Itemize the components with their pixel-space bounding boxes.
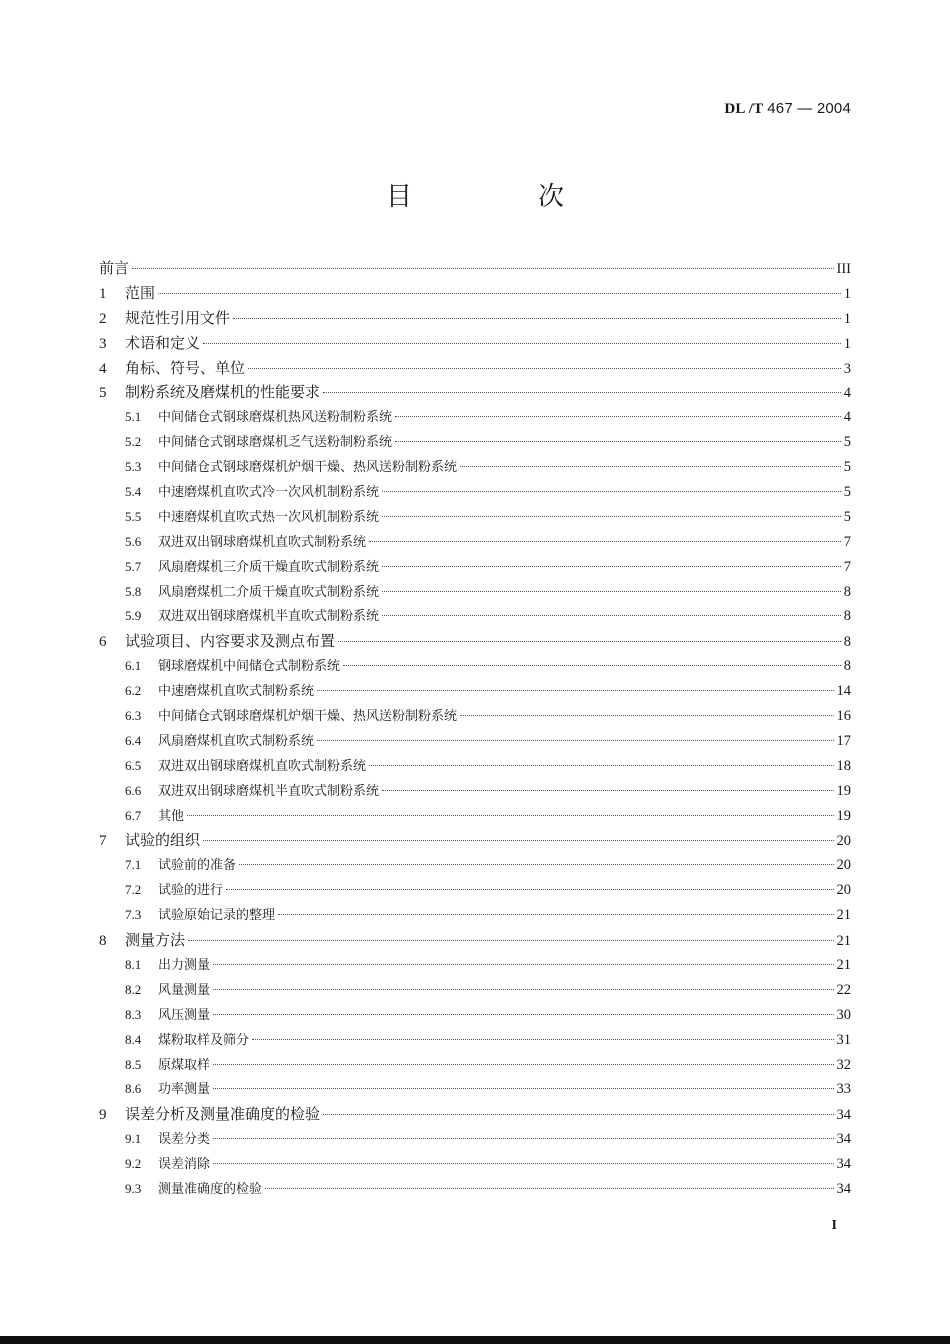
toc-entry-page: 8 <box>843 658 851 675</box>
toc-leader-dots <box>188 940 833 941</box>
toc-leader-dots <box>369 541 841 542</box>
toc-entry-number: 6.5 <box>125 757 142 773</box>
toc-leader-dots <box>233 318 841 319</box>
toc-entry-number: 8.6 <box>125 1081 142 1097</box>
toc-entry-number: 6 <box>99 634 107 651</box>
toc-entry[interactable] <box>99 1128 851 1153</box>
toc-entry-number: 6.2 <box>125 683 142 699</box>
toc-entry-label: 试验项目、内容要求及测点布置 <box>125 632 336 651</box>
toc-entry[interactable] <box>99 929 851 954</box>
toc-entry-page: 19 <box>836 807 851 824</box>
toc-entry-page: 34 <box>836 1156 851 1173</box>
toc-entry-number: 5.6 <box>125 533 142 549</box>
toc-entry-number: 6.7 <box>125 807 142 823</box>
toc-entry-page: 30 <box>836 1006 851 1023</box>
toc-entry-number: 1 <box>99 285 107 302</box>
toc-entry[interactable] <box>99 1029 851 1054</box>
toc-entry-page: 34 <box>836 1107 851 1124</box>
toc-entry-page: 4 <box>843 385 851 402</box>
toc-entry-page: 17 <box>836 732 851 749</box>
toc-entry[interactable] <box>99 755 851 780</box>
toc-entry[interactable] <box>99 257 851 282</box>
toc-entry[interactable] <box>99 506 851 531</box>
toc-leader-dots <box>460 715 833 716</box>
toc-entry[interactable] <box>99 854 851 879</box>
toc-entry-page: 20 <box>836 833 851 850</box>
toc-entry[interactable] <box>99 556 851 581</box>
toc-entry-number: 8.1 <box>125 956 142 972</box>
toc-leader-dots <box>460 466 841 467</box>
toc-entry-label: 双进双出钢球磨煤机直吹式制粉系统 <box>158 534 367 550</box>
toc-entry-page: 4 <box>843 409 851 426</box>
toc-entry-label: 中速磨煤机直吹式制粉系统 <box>158 684 315 700</box>
toc-entry-number: 9.2 <box>125 1156 142 1172</box>
toc-entry-page: 20 <box>836 882 851 899</box>
toc-entry-label: 中间储仓式钢球磨煤机乏气送粉制粉系统 <box>158 435 393 451</box>
toc-entry-number: 5.9 <box>125 608 142 624</box>
toc-entry-number: 6.6 <box>125 782 142 798</box>
toc-entry-label: 双进双出钢球磨煤机直吹式制粉系统 <box>158 758 367 774</box>
toc-entry-label: 规范性引用文件 <box>125 308 231 327</box>
toc-leader-dots <box>213 989 833 990</box>
toc-entry-label: 试验前的准备 <box>158 858 237 874</box>
toc-entry-page: 14 <box>836 683 851 700</box>
toc-entry-number: 5.1 <box>125 409 142 425</box>
toc-entry-label: 前言 <box>99 259 130 277</box>
toc-leader-dots <box>213 1163 833 1164</box>
toc-leader-dots <box>158 293 841 294</box>
toc-entry-label: 中间储仓式钢球磨煤机热风送粉制粉系统 <box>158 410 393 426</box>
toc-entry[interactable] <box>99 605 851 630</box>
toc-entry-number: 8.3 <box>125 1006 142 1022</box>
toc-entry-number: 8.2 <box>125 981 142 997</box>
bottom-border <box>0 1336 950 1344</box>
toc-leader-dots <box>343 665 841 666</box>
toc-entry-number: 6.1 <box>125 658 142 674</box>
toc-entry-page: 21 <box>836 907 851 924</box>
toc-entry[interactable] <box>99 282 851 307</box>
toc-entry-page: 32 <box>836 1056 851 1073</box>
toc-entry-number: 6.3 <box>125 708 142 724</box>
toc-leader-dots <box>338 641 841 642</box>
toc-leader-dots <box>213 1064 833 1065</box>
toc-entry-page: 1 <box>843 285 851 302</box>
toc-entry-page: 33 <box>836 1081 851 1098</box>
toc-entry-number: 7.1 <box>125 857 142 873</box>
toc-entry-label: 其他 <box>158 808 185 824</box>
toc-entry-page: 31 <box>836 1031 851 1048</box>
toc-entry-label: 双进双出钢球磨煤机半直吹式制粉系统 <box>158 783 380 799</box>
toc-leader-dots <box>317 740 833 741</box>
toc-entry-page: 16 <box>836 708 851 725</box>
toc-entry-label: 煤粉取样及筛分 <box>158 1032 250 1048</box>
toc-entry-page: 21 <box>836 956 851 973</box>
toc-entry-label: 功率测量 <box>158 1082 211 1098</box>
toc-leader-dots <box>382 516 841 517</box>
toc-entry[interactable] <box>99 730 851 755</box>
toc-entry-number: 5.2 <box>125 434 142 450</box>
toc-leader-dots <box>382 615 841 616</box>
toc-entry-label: 风量测量 <box>158 982 211 998</box>
toc-entry-label: 钢球磨煤机中间储仓式制粉系统 <box>158 659 341 675</box>
toc-entry-number: 5.5 <box>125 508 142 524</box>
footer-page-number: I <box>831 1218 837 1233</box>
toc-entry-label: 测量方法 <box>125 931 186 950</box>
toc-entry-label: 角标、符号、单位 <box>125 358 246 377</box>
toc-leader-dots <box>382 790 833 791</box>
toc-entry-label: 误差消除 <box>158 1157 211 1173</box>
toc-entry[interactable] <box>99 531 851 556</box>
toc-entry[interactable] <box>99 406 851 431</box>
toc-entry-number: 4 <box>99 360 107 377</box>
toc-entry[interactable] <box>99 680 851 705</box>
toc-leader-dots <box>226 889 833 890</box>
toc-entry-label: 术语和定义 <box>125 333 201 352</box>
toc-entry-number: 3 <box>99 335 107 352</box>
toc-entry[interactable] <box>99 1004 851 1029</box>
toc-entry-number: 7.2 <box>125 882 142 898</box>
toc-leader-dots <box>278 914 833 915</box>
toc-entry-number: 7 <box>99 833 107 850</box>
toc-entry-number: 2 <box>99 310 107 327</box>
toc-entry[interactable] <box>99 1153 851 1178</box>
toc-leader-dots <box>213 1014 833 1015</box>
toc-leader-dots <box>382 491 841 492</box>
toc-entry-page: 5 <box>843 434 851 451</box>
toc-entry-number: 8 <box>99 933 107 950</box>
toc-leader-dots <box>203 840 833 841</box>
toc-entry-number: 5.8 <box>125 583 142 599</box>
standard-number: 467 — 2004 <box>767 100 851 117</box>
toc-entry[interactable] <box>99 357 851 382</box>
toc-entry-page: 1 <box>843 335 851 352</box>
toc-entry[interactable] <box>99 1078 851 1103</box>
toc-entry-page: 18 <box>836 757 851 774</box>
toc-entry-page: 34 <box>836 1131 851 1148</box>
toc-leader-dots <box>213 1088 833 1089</box>
toc-entry-page: 3 <box>843 360 851 377</box>
toc-leader-dots <box>369 765 833 766</box>
toc-entry[interactable] <box>99 1178 851 1203</box>
toc-entry-page: 5 <box>843 459 851 476</box>
toc-leader-dots <box>252 1039 833 1040</box>
toc-leader-dots <box>213 964 833 965</box>
toc-entry-number: 5.4 <box>125 484 142 500</box>
toc-entry[interactable] <box>99 705 851 730</box>
toc-entry-label: 出力测量 <box>158 957 211 973</box>
toc-leader-dots <box>382 566 841 567</box>
toc-entry-page: 34 <box>836 1180 851 1197</box>
toc-entry-label: 测量准确度的检验 <box>158 1181 263 1197</box>
toc-entry-number: 5.3 <box>125 459 142 475</box>
toc-entry-label: 误差分析及测量准确度的检验 <box>125 1105 321 1124</box>
toc-entry[interactable] <box>99 332 851 357</box>
toc-entry[interactable] <box>99 979 851 1004</box>
toc-entry[interactable] <box>99 1054 851 1079</box>
toc-entry-page: 8 <box>843 583 851 600</box>
toc-leader-dots <box>395 441 841 442</box>
toc-entry[interactable] <box>99 456 851 481</box>
toc-entry-label: 双进双出钢球磨煤机半直吹式制粉系统 <box>158 609 380 625</box>
toc-entry-label: 风扇磨煤机直吹式制粉系统 <box>158 733 315 749</box>
toc-entry[interactable] <box>99 904 851 929</box>
toc-entry[interactable] <box>99 829 851 854</box>
toc-entry-label: 试验原始记录的整理 <box>158 908 276 924</box>
toc-entry-page: 8 <box>843 634 851 651</box>
toc-entry[interactable] <box>99 581 851 606</box>
toc-leader-dots <box>323 1114 833 1115</box>
toc-entry[interactable] <box>99 481 851 506</box>
standard-prefix: DL /T <box>724 101 764 117</box>
toc-entry-label: 风扇磨煤机三介质干燥直吹式制粉系统 <box>158 559 380 575</box>
toc-leader-dots <box>187 815 833 816</box>
table-of-contents <box>99 257 851 1203</box>
toc-leader-dots <box>382 591 841 592</box>
toc-entry-label: 范围 <box>125 283 156 302</box>
toc-entry-number: 6.4 <box>125 732 142 748</box>
toc-entry-page: 7 <box>843 558 851 575</box>
toc-entry-page: 22 <box>836 981 851 998</box>
toc-entry-number: 9.3 <box>125 1180 142 1196</box>
toc-entry-label: 误差分类 <box>158 1132 211 1148</box>
toc-leader-dots <box>239 864 833 865</box>
toc-entry-number: 5.7 <box>125 558 142 574</box>
toc-leader-dots <box>323 392 841 393</box>
toc-entry[interactable] <box>99 780 851 805</box>
toc-leader-dots <box>213 1138 833 1139</box>
toc-entry-label: 中速磨煤机直吹式热一次风机制粉系统 <box>158 509 380 525</box>
toc-entry-label: 中速磨煤机直吹式冷一次风机制粉系统 <box>158 485 380 501</box>
toc-entry-label: 制粉系统及磨煤机的性能要求 <box>125 383 321 402</box>
toc-entry-page: 5 <box>843 508 851 525</box>
toc-leader-dots <box>203 343 841 344</box>
toc-entry-label: 试验的进行 <box>158 883 224 899</box>
toc-leader-dots <box>317 690 833 691</box>
toc-entry-page: 21 <box>836 933 851 950</box>
toc-entry-label: 中间储仓式钢球磨煤机炉烟干燥、热风送粉制粉系统 <box>158 709 458 725</box>
toc-entry-number: 9.1 <box>125 1131 142 1147</box>
toc-entry[interactable] <box>99 655 851 680</box>
toc-entry-page: 7 <box>843 533 851 550</box>
toc-entry-page: 8 <box>843 608 851 625</box>
toc-entry-label: 风扇磨煤机二介质干燥直吹式制粉系统 <box>158 584 380 600</box>
toc-entry-number: 9 <box>99 1107 107 1124</box>
toc-entry-label: 风压测量 <box>158 1007 211 1023</box>
toc-entry[interactable] <box>99 381 851 406</box>
toc-entry-page: 1 <box>843 310 851 327</box>
page-title: 目 次 <box>385 182 614 212</box>
toc-entry-page: 5 <box>843 484 851 501</box>
toc-entry-label: 中间储仓式钢球磨煤机炉烟干燥、热风送粉制粉系统 <box>158 460 458 476</box>
toc-entry[interactable] <box>99 431 851 456</box>
toc-entry-number: 8.5 <box>125 1056 142 1072</box>
standard-code <box>724 100 851 118</box>
toc-entry-number: 8.4 <box>125 1031 142 1047</box>
toc-leader-dots <box>265 1188 833 1189</box>
toc-leader-dots <box>395 416 841 417</box>
toc-entry-page: 19 <box>836 782 851 799</box>
toc-entry[interactable] <box>99 630 851 655</box>
toc-entry[interactable] <box>99 954 851 979</box>
toc-entry-number: 7.3 <box>125 907 142 923</box>
toc-entry-page: III <box>836 261 851 277</box>
toc-entry-label: 试验的组织 <box>125 831 201 850</box>
toc-entry[interactable] <box>99 307 851 332</box>
toc-entry-number: 5 <box>99 385 107 402</box>
toc-entry[interactable] <box>99 879 851 904</box>
toc-entry-label: 原煤取样 <box>158 1057 211 1073</box>
toc-leader-dots <box>132 268 833 269</box>
toc-entry[interactable] <box>99 1103 851 1128</box>
toc-leader-dots <box>248 368 841 369</box>
toc-entry[interactable] <box>99 805 851 830</box>
toc-entry-page: 20 <box>836 857 851 874</box>
